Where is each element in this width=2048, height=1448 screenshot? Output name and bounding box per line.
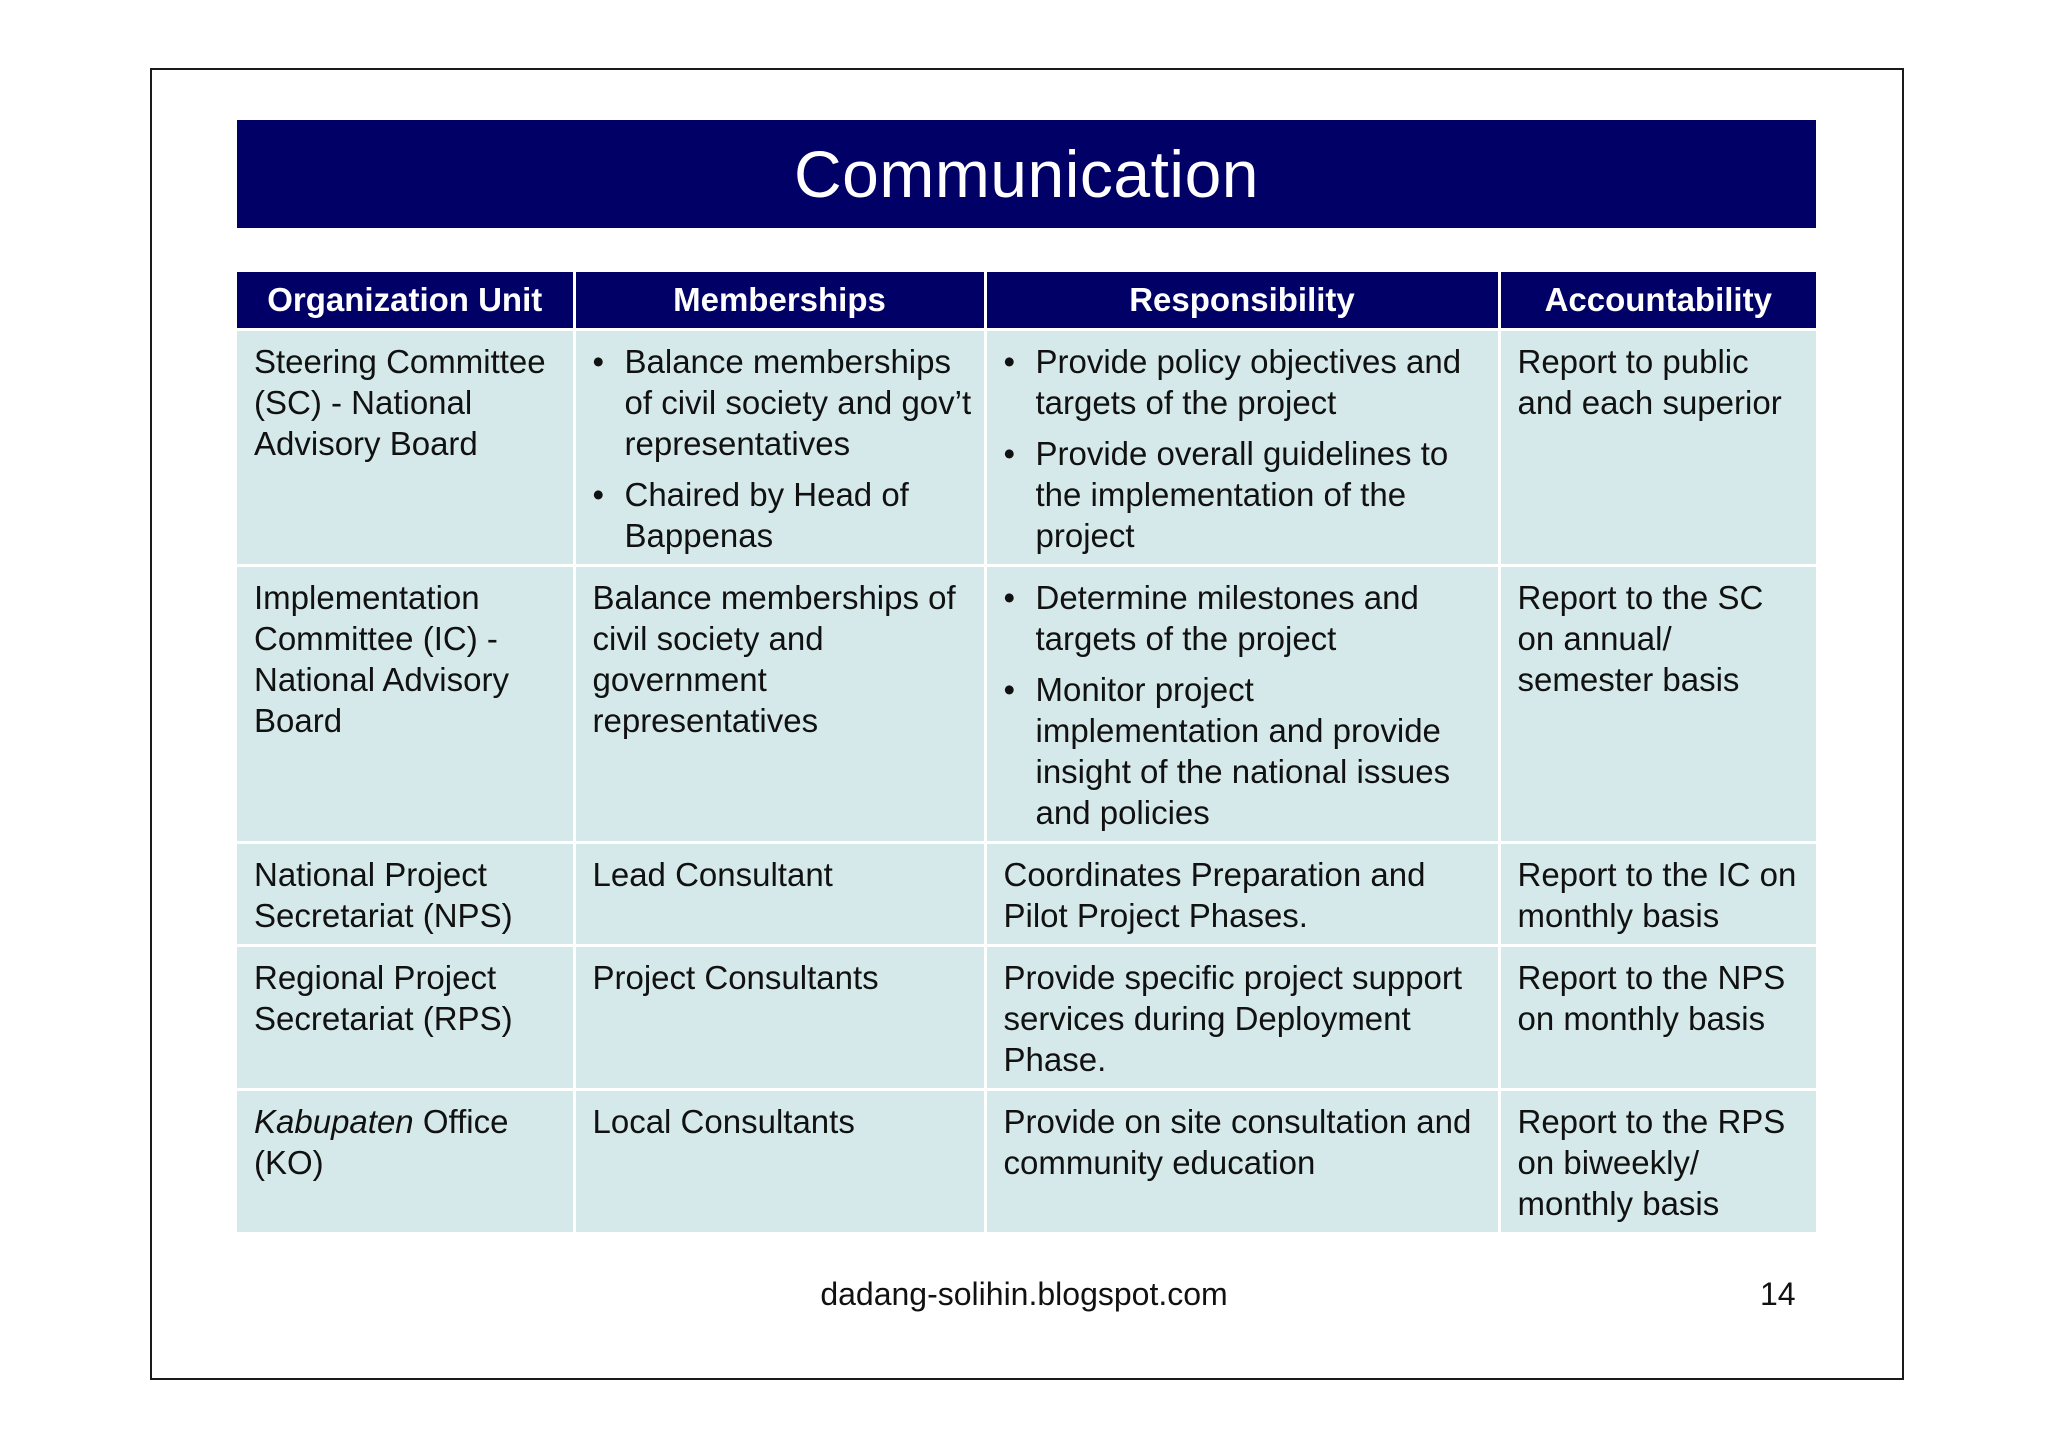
list-item: • Balance memberships of civil society and gov’t representatives bbox=[593, 341, 972, 464]
table-row bbox=[237, 1090, 1816, 1234]
table-header-row bbox=[237, 272, 1816, 330]
memberships-cell bbox=[574, 330, 985, 566]
footer-url: dadang-solihin.blogspot.com bbox=[820, 1276, 1228, 1312]
memberships-cell: Project Consultants bbox=[574, 946, 985, 1090]
accountability-cell: Report to public and each superior bbox=[1499, 330, 1816, 566]
list-item: • Monitor project implementation and provide insight of the national issues and policies bbox=[1004, 669, 1486, 833]
column-header-accountability: Accountability bbox=[1499, 272, 1816, 330]
slide-title: Communication bbox=[793, 137, 1260, 211]
list-item: • Chaired by Head of Bappenas bbox=[593, 474, 972, 556]
org-unit-text: Office (KO) bbox=[254, 1103, 509, 1181]
memberships-list bbox=[593, 341, 972, 556]
responsibility-cell: Provide on site consultation and community education bbox=[985, 1090, 1499, 1234]
org-unit-cell: Regional Project Secretariat (RPS) bbox=[237, 946, 574, 1090]
accountability-cell: Report to the NPS on monthly basis bbox=[1499, 946, 1816, 1090]
column-header-organization-unit: Organization Unit bbox=[237, 272, 574, 330]
table-row bbox=[237, 566, 1816, 843]
accountability-cell: Report to the SC on annual/ semester basis bbox=[1499, 566, 1816, 843]
column-header-memberships: Memberships bbox=[574, 272, 985, 330]
responsibility-cell bbox=[985, 566, 1499, 843]
page-number: 14 bbox=[1760, 1276, 1796, 1312]
accountability-cell: Report to the RPS on biweekly/ monthly basis bbox=[1499, 1090, 1816, 1234]
list-item: • Determine milestones and targets of the project bbox=[1004, 577, 1486, 659]
org-unit-cell bbox=[237, 1090, 574, 1234]
list-item: • Provide policy objectives and targets of the project bbox=[1004, 341, 1486, 423]
table-row bbox=[237, 843, 1816, 946]
responsibility-list bbox=[1004, 341, 1486, 556]
memberships-cell: Balance memberships of civil society and government representatives bbox=[574, 566, 985, 843]
org-unit-italic-text: Kabupaten bbox=[254, 1103, 414, 1140]
responsibility-cell: Provide specific project support services during Deployment Phase. bbox=[985, 946, 1499, 1090]
responsibility-list bbox=[1004, 577, 1486, 833]
accountability-cell: Report to the IC on monthly basis bbox=[1499, 843, 1816, 946]
org-unit-cell: National Project Secretariat (NPS) bbox=[237, 843, 574, 946]
table-row bbox=[237, 330, 1816, 566]
column-header-responsibility: Responsibility bbox=[985, 272, 1499, 330]
memberships-cell: Lead Consultant bbox=[574, 843, 985, 946]
org-unit-cell: Implementation Committee (IC) - National Advisory Board bbox=[237, 566, 574, 843]
responsibility-cell: Coordinates Preparation and Pilot Project Phases. bbox=[985, 843, 1499, 946]
table-row bbox=[237, 946, 1816, 1090]
org-unit-cell: Steering Committee (SC) - National Advisory Board bbox=[237, 330, 574, 566]
slide-title-bar bbox=[237, 120, 1816, 228]
communication-table bbox=[237, 272, 1816, 1235]
memberships-cell: Local Consultants bbox=[574, 1090, 985, 1234]
responsibility-cell bbox=[985, 330, 1499, 566]
list-item: • Provide overall guidelines to the implementation of the project bbox=[1004, 433, 1486, 556]
